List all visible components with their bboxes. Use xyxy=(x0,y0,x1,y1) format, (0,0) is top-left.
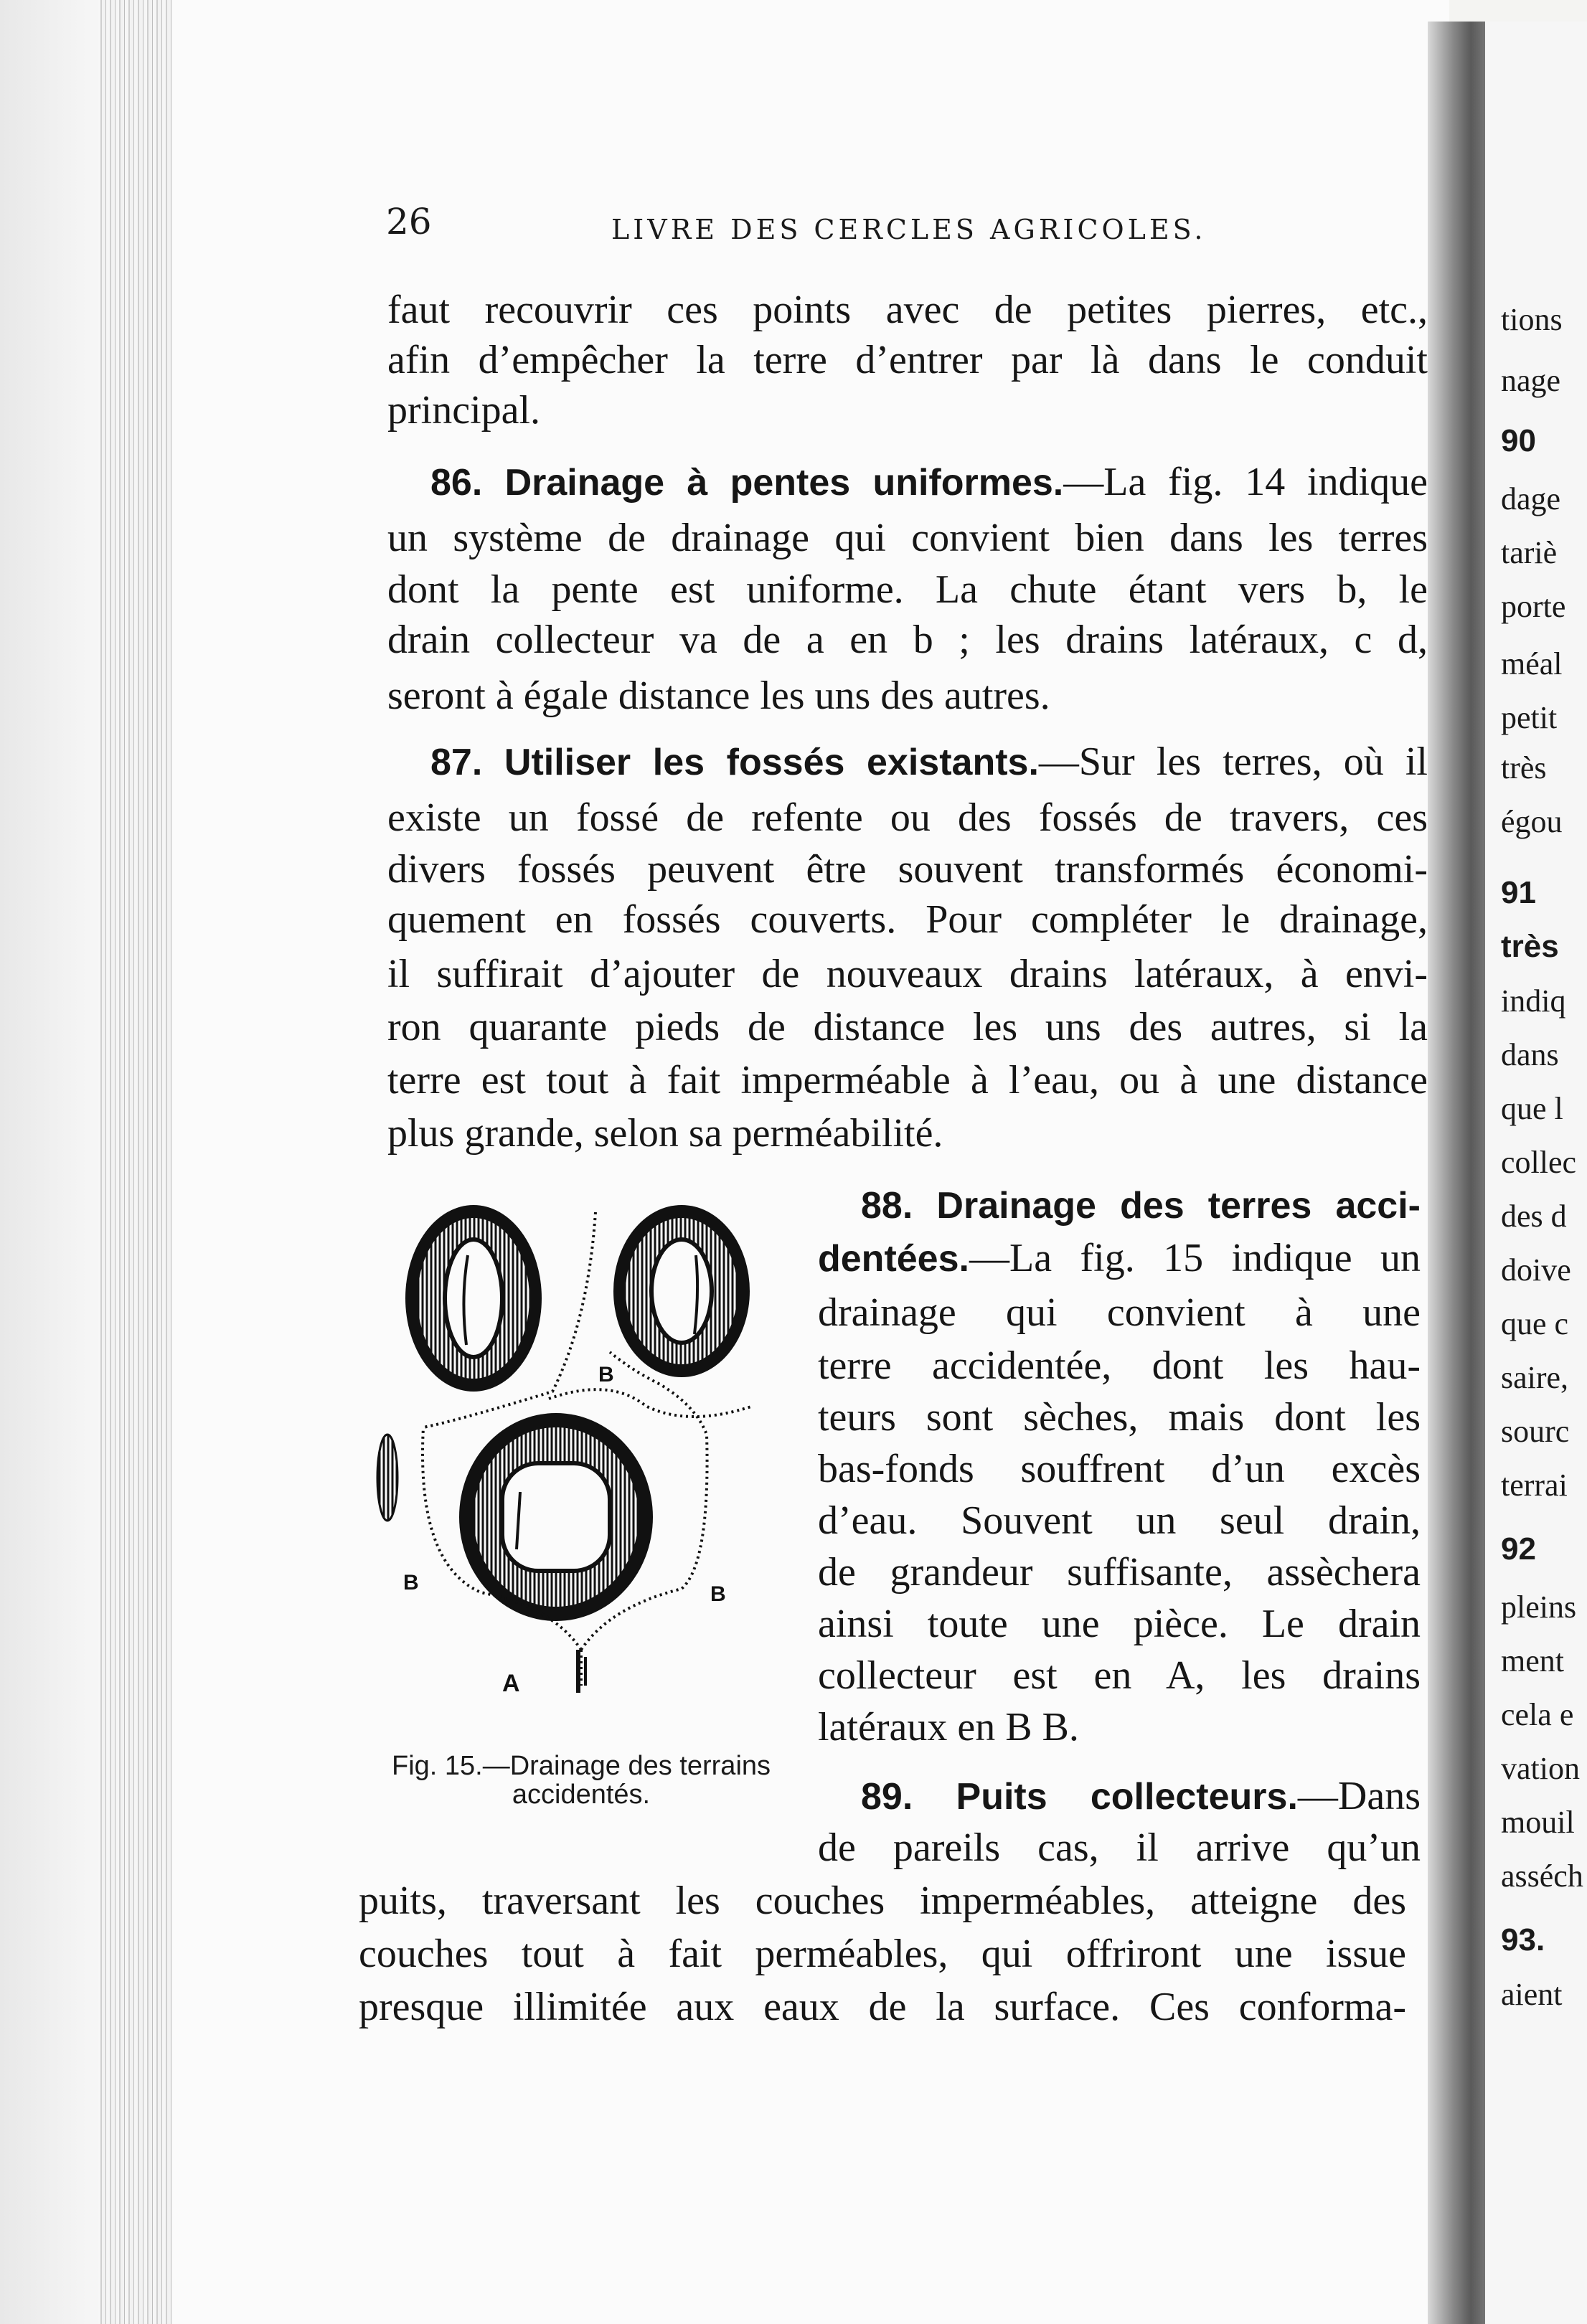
text-line xyxy=(387,387,540,433)
page-edges xyxy=(100,0,172,2324)
line-text: quement en fossés couverts. Pour compléter le drainage, xyxy=(387,897,1428,942)
hill-top-right xyxy=(613,1205,750,1377)
text-line xyxy=(387,617,1428,663)
facing-page-text: asséch xyxy=(1501,1858,1583,1894)
facing-page-text: saire, xyxy=(1501,1360,1569,1395)
facing-page-text: 90 xyxy=(1501,423,1536,458)
text-line xyxy=(861,1773,1421,1819)
label-b-right: B xyxy=(710,1582,726,1606)
text-line xyxy=(430,739,1428,785)
text-line xyxy=(430,459,1428,505)
text-line xyxy=(818,1549,1421,1595)
facing-page-text: tions xyxy=(1501,302,1563,337)
text-line xyxy=(359,1878,1406,1924)
line-text: bas-fonds souffrent d’un excès xyxy=(818,1447,1421,1491)
text-line xyxy=(387,287,1428,333)
line-text: drainage qui convient à une xyxy=(818,1290,1421,1335)
text-line xyxy=(861,1182,1421,1228)
line-text: principal. xyxy=(387,388,541,433)
text-line xyxy=(387,1057,1428,1103)
text-line xyxy=(818,1343,1421,1389)
facing-page-text: nage xyxy=(1501,363,1561,398)
text-line xyxy=(387,337,1428,383)
line-text: latéraux en B B. xyxy=(818,1705,1079,1749)
line-text: ainsi toute une pièce. Le drain xyxy=(818,1602,1421,1646)
hill-center xyxy=(459,1413,653,1621)
facing-page-text: dans xyxy=(1501,1037,1559,1072)
facing-page-text: doive xyxy=(1501,1252,1571,1288)
facing-page-text: aient xyxy=(1501,1977,1563,2012)
facing-page-text: porte xyxy=(1501,589,1566,624)
text-line xyxy=(387,673,1050,719)
text-line xyxy=(387,795,1428,841)
facing-page-text: petit xyxy=(1501,700,1558,735)
line-text: —La fig. 14 indique xyxy=(1063,460,1428,504)
label-b-left: B xyxy=(403,1571,419,1595)
line-text: d’eau. Souvent un seul drain, xyxy=(818,1498,1421,1543)
text-line xyxy=(818,1825,1421,1871)
line-text: teurs sont sèches, mais dont les xyxy=(818,1395,1421,1440)
section-heading: 89. Puits collecteurs. xyxy=(861,1776,1298,1818)
page-number: 26 xyxy=(386,201,432,242)
line-text: presque illimitée aux eaux de la surface. Ces conforma- xyxy=(359,1985,1406,2029)
text-line xyxy=(818,1290,1421,1336)
line-text: seront à égale distance les uns des autres. xyxy=(387,674,1050,718)
line-text: —La fig. 15 indique un xyxy=(969,1236,1421,1280)
line-text: existe un fossé de refente ou des fossés de travers, ces xyxy=(387,795,1428,840)
text-line xyxy=(818,1446,1421,1492)
facing-page-text: pleins xyxy=(1501,1590,1577,1625)
line-text: afin d’empêcher la terre d’entrer par là dans le conduit xyxy=(387,338,1428,382)
facing-page-text: indiq xyxy=(1501,983,1566,1019)
line-text: —Dans xyxy=(1297,1774,1421,1818)
facing-page-text: tariè xyxy=(1501,535,1558,570)
facing-page-text: méal xyxy=(1501,646,1563,681)
line-text: —Sur les terres, où il xyxy=(1038,740,1428,784)
line-text: dont la pente est uniforme. La chute étant vers b, le xyxy=(387,567,1428,612)
line-text: divers fossés peuvent être souvent transformés économi- xyxy=(387,847,1428,892)
text-line xyxy=(387,1110,943,1156)
text-line xyxy=(818,1235,1421,1281)
facing-page-text: très xyxy=(1501,929,1559,964)
facing-page-text: dage xyxy=(1501,481,1561,516)
section-heading: 87. Utiliser les fossés existants. xyxy=(430,742,1039,783)
facing-page-text: 92 xyxy=(1501,1531,1536,1567)
line-text: de pareils cas, il arrive qu’un xyxy=(818,1825,1421,1870)
line-text: drain collecteur va de a en b ; les drains latéraux, c d, xyxy=(387,618,1428,662)
facing-page-text: que l xyxy=(1501,1091,1563,1126)
text-line xyxy=(818,1394,1421,1440)
text-line xyxy=(387,515,1428,561)
facing-page-fragment xyxy=(1485,22,1587,2324)
facing-page-text: mouil xyxy=(1501,1805,1575,1840)
facing-page-text: des d xyxy=(1501,1199,1567,1234)
text-line xyxy=(818,1498,1421,1544)
line-text: terre accidentée, dont les hau- xyxy=(818,1343,1421,1388)
text-line xyxy=(818,1601,1421,1647)
running-title: LIVRE DES CERCLES AGRICOLES. xyxy=(611,214,1207,245)
section-heading: 88. Drainage des terres acci- xyxy=(861,1185,1421,1227)
line-text: faut recouvrir ces points avec de petites pierres, etc., xyxy=(387,288,1428,332)
text-line xyxy=(387,951,1428,997)
facing-page-text: que c xyxy=(1501,1306,1569,1341)
text-line xyxy=(818,1704,1079,1750)
text-line xyxy=(359,1931,1406,1977)
label-b-top: B xyxy=(598,1363,614,1387)
label-a: A xyxy=(502,1670,520,1697)
hill-small-left xyxy=(377,1435,397,1521)
line-text: collecteur est en A, les drains xyxy=(818,1653,1421,1698)
figure-caption: Fig. 15.—Drainage des terrains accidentés. xyxy=(391,1751,771,1810)
line-text: puits, traversant les couches imperméables, atteigne des xyxy=(359,1879,1406,1923)
line-text: un système de drainage qui convient bien dans les terres xyxy=(387,516,1428,560)
hill-top-left xyxy=(405,1205,542,1392)
line-text: ron quarante pieds de distance les uns des autres, si la xyxy=(387,1005,1428,1049)
facing-page-text: 91 xyxy=(1501,875,1536,910)
facing-page-text: cela e xyxy=(1501,1697,1574,1732)
text-line xyxy=(359,1984,1406,2030)
facing-page-text: sourc xyxy=(1501,1414,1570,1449)
figure-15-drainage-diagram xyxy=(373,1191,789,1736)
text-line xyxy=(387,846,1428,892)
line-text: plus grande, selon sa perméabilité. xyxy=(387,1111,943,1156)
line-text: terre est tout à fait imperméable à l’eau, ou à une distance xyxy=(387,1058,1428,1102)
line-text: il suffirait d’ajouter de nouveaux drains latéraux, à envi- xyxy=(387,952,1428,996)
text-line xyxy=(387,897,1428,943)
text-line xyxy=(818,1653,1421,1699)
text-line xyxy=(387,567,1428,613)
facing-page-text: très xyxy=(1501,750,1547,785)
section-heading: 86. Drainage à pentes uniformes. xyxy=(430,462,1064,504)
facing-page-text: vation xyxy=(1501,1751,1580,1786)
line-text: couches tout à fait perméables, qui offriront une issue xyxy=(359,1932,1406,1976)
section-heading: dentées. xyxy=(818,1238,969,1280)
facing-page-text: égou xyxy=(1501,804,1563,839)
facing-page-text: collec xyxy=(1501,1145,1577,1180)
text-line xyxy=(387,1004,1428,1050)
book-block-left xyxy=(0,0,100,2324)
facing-page-text: 93. xyxy=(1501,1922,1545,1957)
line-text: de grandeur suffisante, assèchera xyxy=(818,1550,1421,1595)
facing-page-text: terrai xyxy=(1501,1468,1568,1503)
facing-page-text: ment xyxy=(1501,1643,1564,1678)
